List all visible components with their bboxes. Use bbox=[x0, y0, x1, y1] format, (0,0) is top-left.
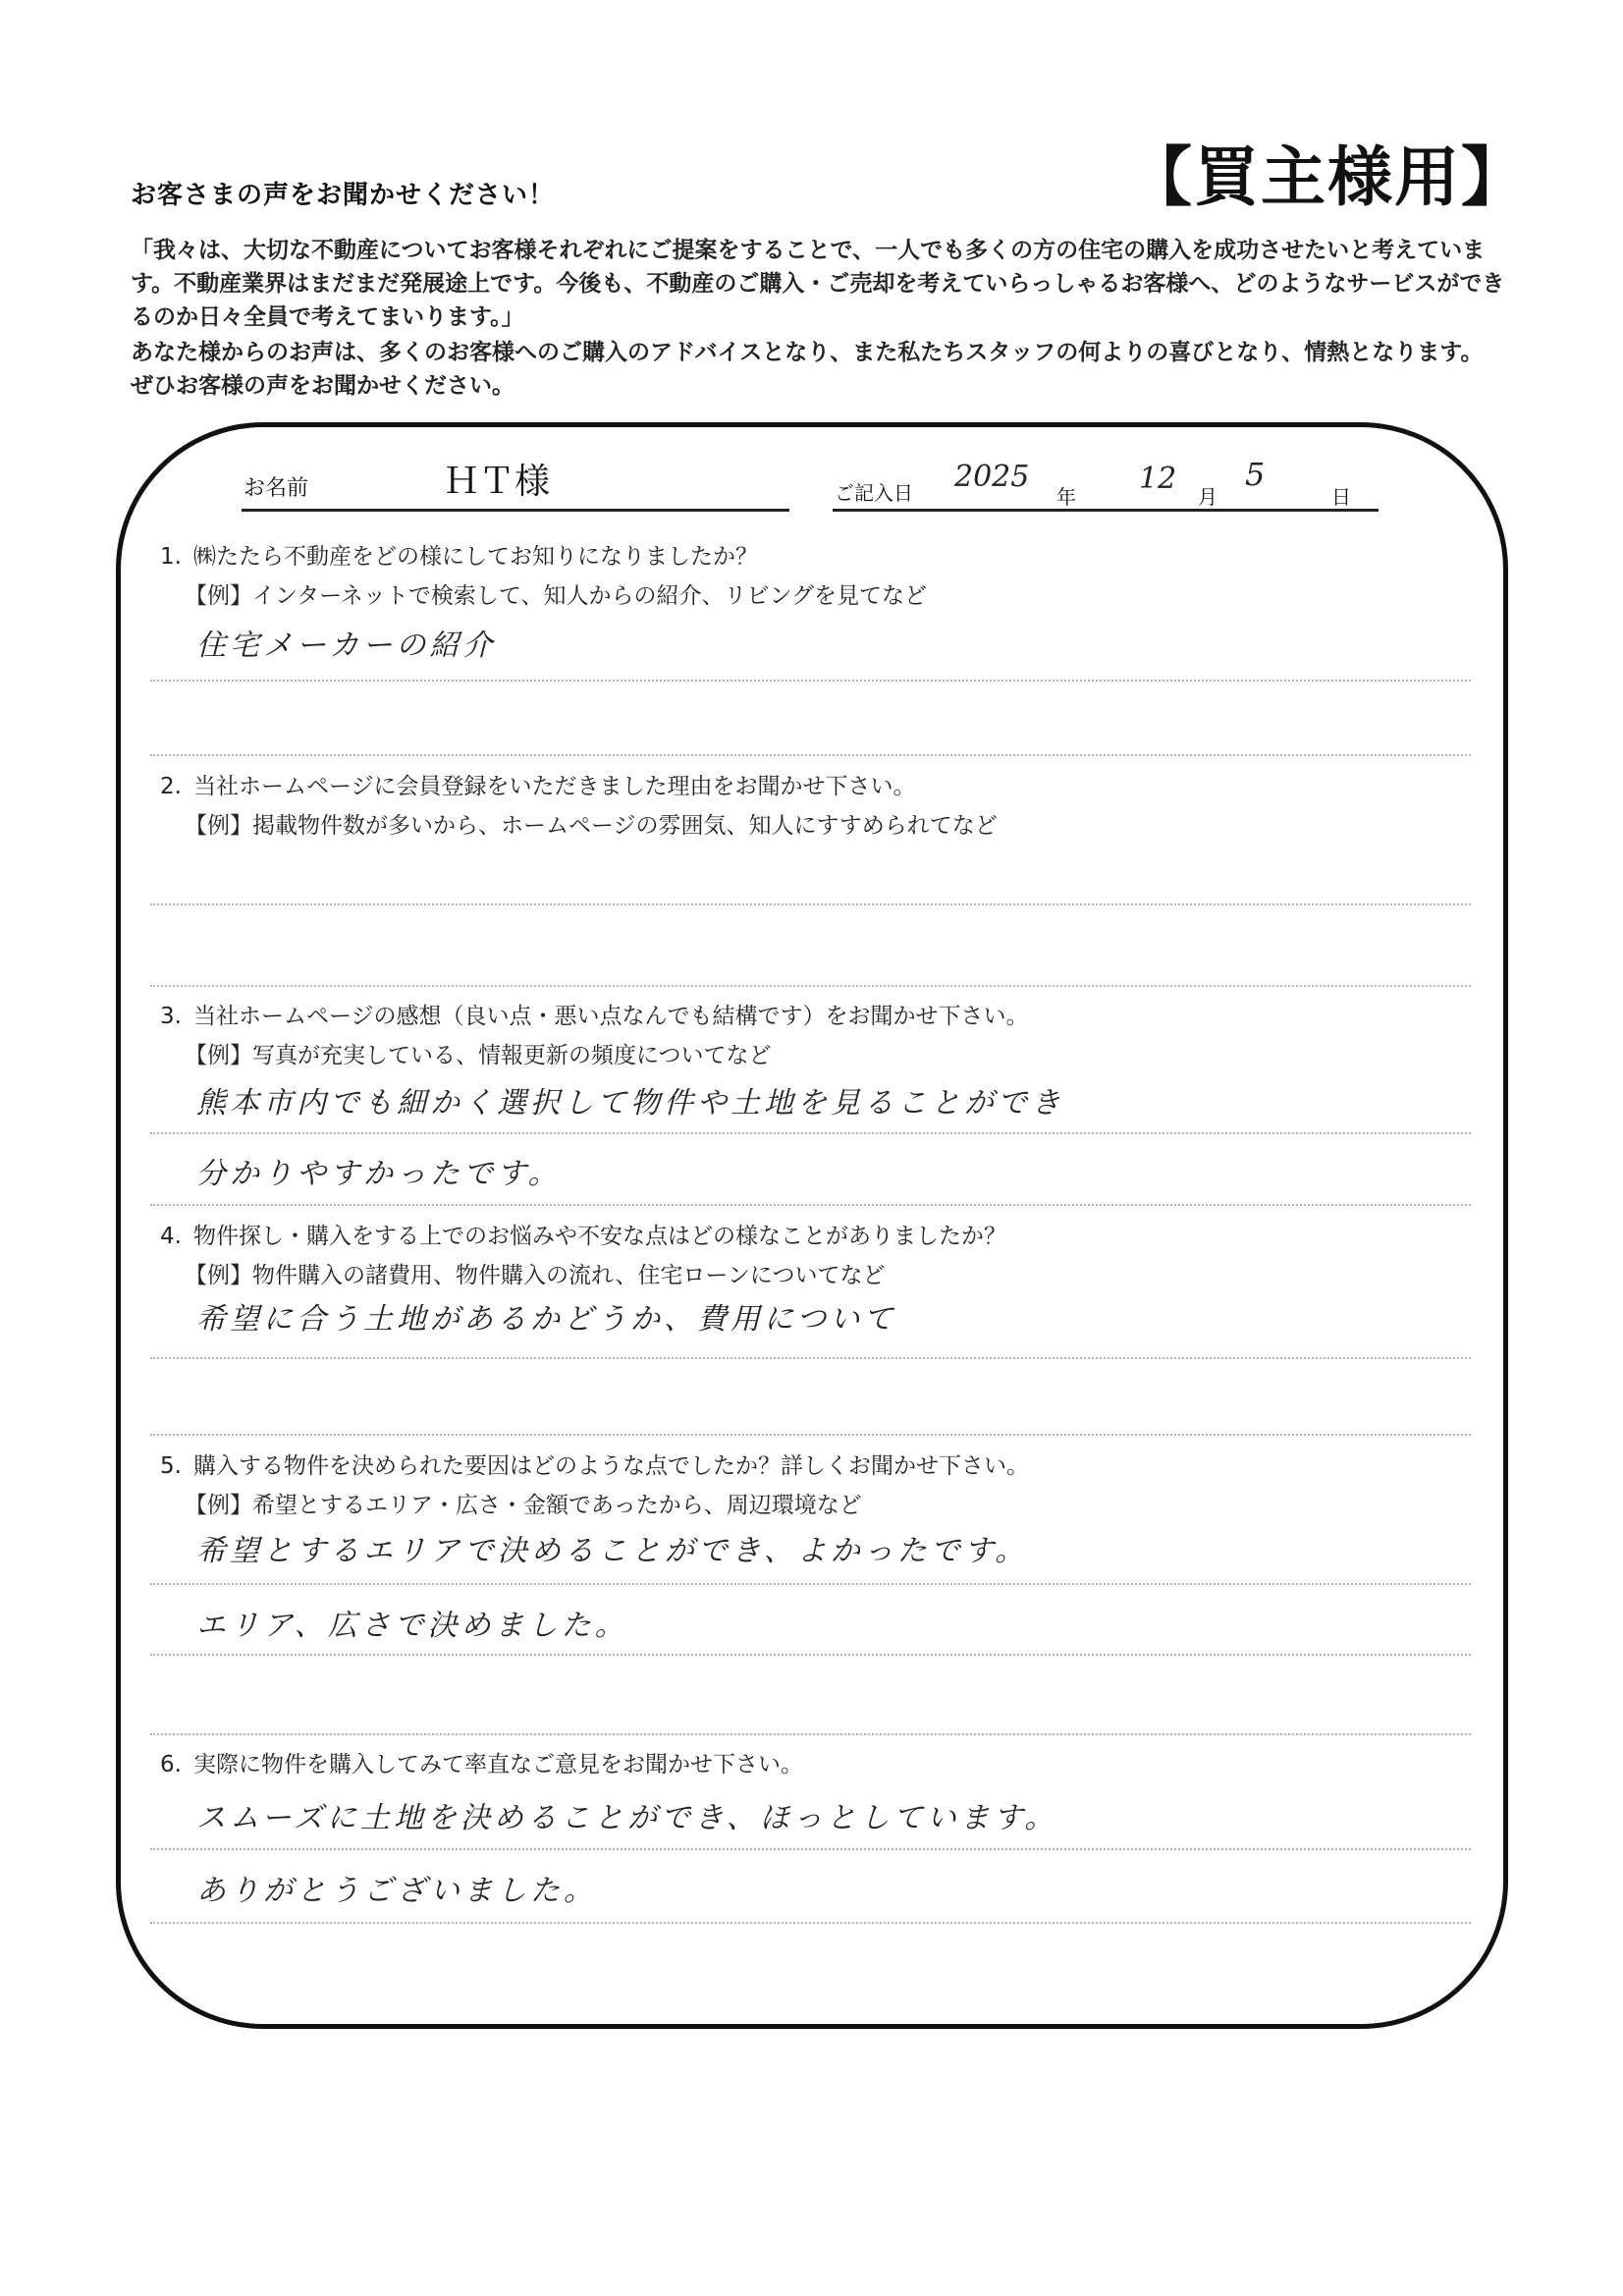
intro-paragraph-1: 「我々は、大切な不動産についてお客様それぞれにご提案をすることで、一人でも多くの方の住宅の購入を成功させたいと考えています。不動産業界はまだまだ発展途上です。今後も、不動産のご購入・ご売却を考えていらっしゃるお客様へ、どのようなサービスができるのか日々全員で考えてまいります。」 bbox=[131, 238, 1505, 330]
answer-rule bbox=[150, 1357, 1471, 1359]
year-unit-label: 年 bbox=[1056, 485, 1076, 509]
question-4-example: 【例】物件購入の諸費用、物件購入の流れ、住宅ローンについてなど bbox=[185, 1263, 886, 1288]
intro-text bbox=[131, 234, 1505, 403]
question-number: 1. bbox=[160, 544, 182, 570]
date-underline bbox=[833, 509, 1379, 512]
question-1 bbox=[160, 538, 758, 571]
answer-rule bbox=[150, 1434, 1471, 1436]
answer-rule bbox=[150, 754, 1471, 756]
question-1-answer-line-1[interactable]: 住宅メーカーの紹介 bbox=[196, 629, 497, 663]
question-3-answer-line-1[interactable]: 熊本市内でも細かく選択して物件や土地を見ることができ bbox=[196, 1086, 1064, 1121]
question-3 bbox=[160, 998, 1029, 1030]
question-3-answer-line-2[interactable]: 分かりやすかったです。 bbox=[196, 1157, 562, 1191]
answer-rule bbox=[150, 1922, 1471, 1924]
date-year-value[interactable]: 2025 bbox=[954, 460, 1030, 494]
date-label: ご記入日 bbox=[835, 481, 913, 505]
question-6 bbox=[160, 1746, 803, 1778]
question-1-example: 【例】インターネットで検索して、知人からの紹介、リビングを見てなど bbox=[185, 583, 928, 609]
question-text: 購入する物件を決められた要因はどのような点でしたか？詳しくお聞かせ下さい。 bbox=[193, 1453, 1029, 1479]
question-3-example: 【例】写真が充実している、情報更新の頻度についてなど bbox=[185, 1043, 772, 1068]
answer-rule bbox=[150, 680, 1471, 682]
answer-rule bbox=[150, 1733, 1471, 1735]
answer-rule bbox=[150, 1132, 1471, 1134]
date-day-value[interactable]: 5 bbox=[1245, 456, 1266, 493]
question-4-answer-line-1[interactable]: 希望に合う土地があるかどうか、費用について bbox=[196, 1302, 897, 1337]
answer-rule bbox=[150, 1204, 1471, 1206]
question-text: ㈱たたら不動産をどの様にしてお知りになりましたか？ bbox=[193, 544, 758, 570]
question-text: 当社ホームページの感想（良い点・悪い点なんでも結構です）をお聞かせ下さい。 bbox=[193, 1004, 1029, 1029]
name-value[interactable]: ＨＴ様 bbox=[444, 462, 551, 502]
date-month-value[interactable]: 12 bbox=[1139, 462, 1177, 496]
question-number: 3. bbox=[160, 1004, 182, 1029]
question-6-answer-line-1[interactable]: スムーズに土地を決めることができ、ほっとしています。 bbox=[196, 1801, 1058, 1835]
question-text: 物件探し・購入をする上でのお悩みや不安な点はどの様なことがありましたか？ bbox=[193, 1224, 1006, 1249]
question-number: 6. bbox=[160, 1752, 182, 1777]
question-number: 2. bbox=[160, 774, 182, 799]
name-underline bbox=[242, 509, 789, 512]
question-6-answer-line-2[interactable]: ありがとうございました。 bbox=[196, 1874, 597, 1908]
question-5-example: 【例】希望とするエリア・広さ・金額であったから、周辺環境など bbox=[185, 1493, 862, 1518]
answer-rule bbox=[150, 1583, 1471, 1585]
question-2-example: 【例】掲載物件数が多いから、ホームページの雰囲気、知人にすすめられてなど bbox=[185, 813, 998, 839]
question-2 bbox=[160, 768, 916, 800]
question-5 bbox=[160, 1448, 1029, 1480]
question-number: 5. bbox=[160, 1453, 182, 1479]
question-4 bbox=[160, 1218, 1006, 1250]
day-unit-label: 日 bbox=[1331, 485, 1351, 509]
answer-rule bbox=[150, 1848, 1471, 1850]
question-text: 当社ホームページに会員登録をいただきました理由をお聞かせ下さい。 bbox=[193, 774, 916, 799]
month-unit-label: 月 bbox=[1198, 485, 1217, 509]
buyer-form-badge: 【買主様用】 bbox=[1127, 139, 1528, 215]
answer-rule bbox=[150, 985, 1471, 987]
question-5-answer-line-1[interactable]: 希望とするエリアで決めることができ、よかったです。 bbox=[196, 1534, 1029, 1568]
intro-paragraph-2: あなた様からのお声は、多くのお客様へのご購入のアドバイスとなり、また私たちスタッフの何よりの喜びとなり、情熱となります。ぜひお客様の声をお聞かせください。 bbox=[131, 340, 1484, 399]
question-5-answer-line-2[interactable]: エリア、広さで決めました。 bbox=[196, 1609, 628, 1643]
answer-rule bbox=[150, 903, 1471, 905]
form-heading: お客さまの声をお聞かせください！ bbox=[131, 181, 556, 210]
question-number: 4. bbox=[160, 1224, 182, 1249]
name-label: お名前 bbox=[243, 476, 309, 501]
answer-rule bbox=[150, 1654, 1471, 1656]
question-text: 実際に物件を購入してみて率直なご意見をお聞かせ下さい。 bbox=[193, 1752, 803, 1777]
